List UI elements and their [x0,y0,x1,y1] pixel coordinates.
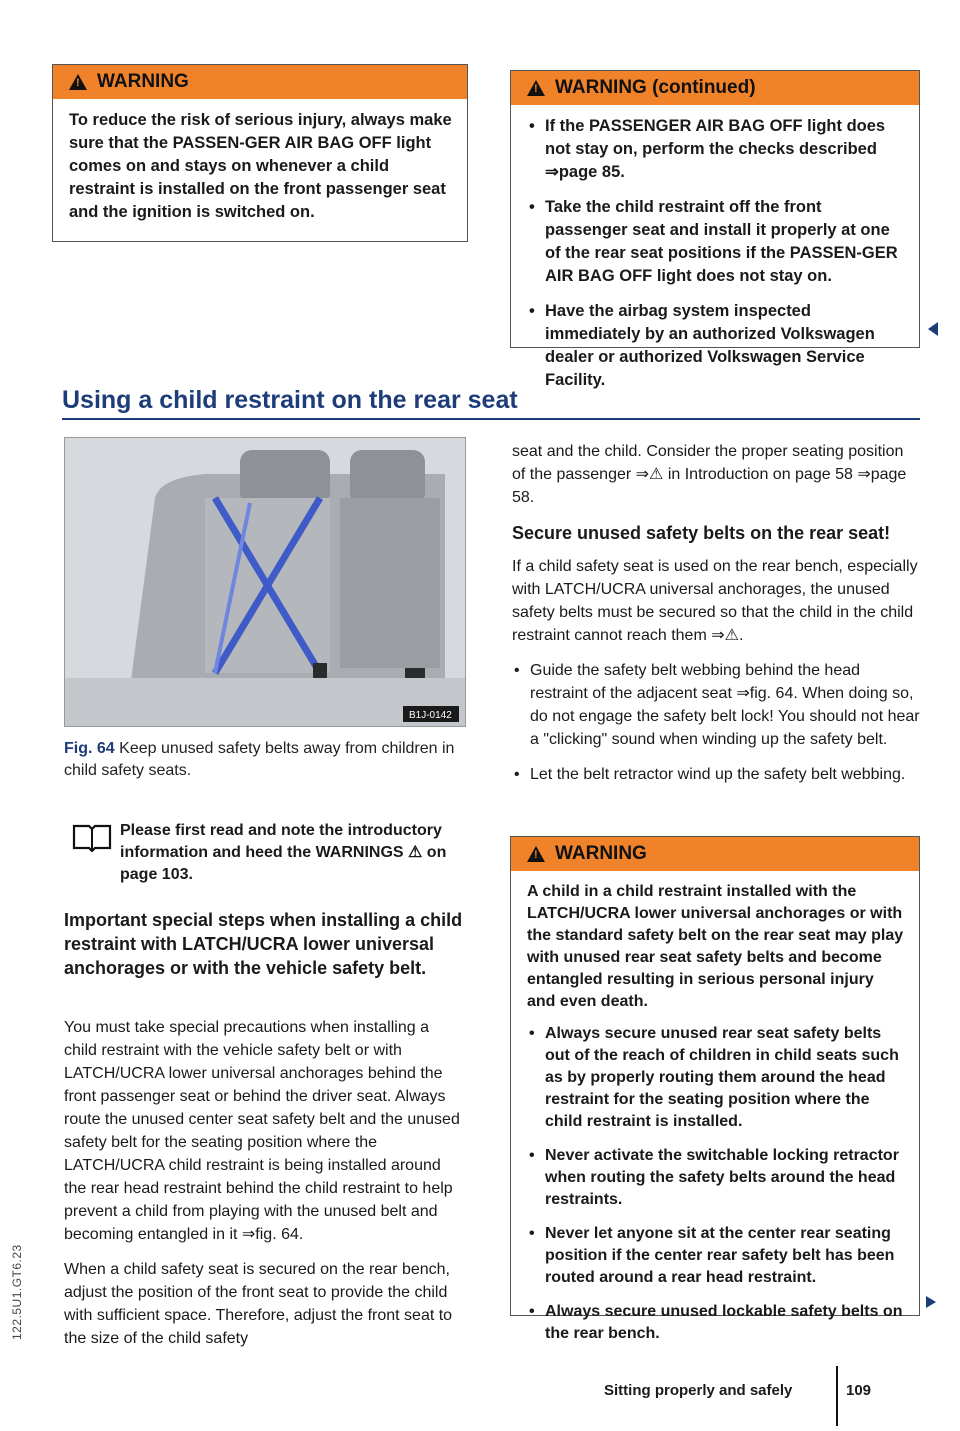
figure-caption [64,738,464,782]
page-number: 109 [846,1382,872,1399]
footer-label: Sitting properly and safely [604,1382,793,1399]
section-title: Using a child restraint on the rear seat [62,386,518,414]
warning-bullet: • Have the airbag system inspected immediately by an authorized Volkswagen dealer or authorized Volkswagen Service Facility. [527,300,905,392]
warning-header-continued [511,71,919,105]
paragraph: seat and the child. Consider the proper seating position of the passenger ⇒⚠ in Introduction on page 58 ⇒page 58. [512,443,907,506]
footer-divider [836,1366,838,1426]
warning-bullet: • Never activate the switchable locking retractor when routing the safety belts around the head restraints. [527,1145,905,1211]
warning-body [511,105,919,392]
warning-header [53,65,467,99]
warning-text: A child in a child restraint installed with the LATCH/UCRA lower universal anchorages or with the standard safety belt on the rear seat may play with unused rear seat safety belts and become entangled resulting in serious personal injury and even death. [527,883,904,1010]
warning-title: WARNING (continued) [555,77,756,98]
warning-header [511,837,919,871]
figure-caption-text: Keep unused safety belts away from children in child safety seats. [64,740,455,779]
warning-bullet: • Always secure unused rear seat safety belts out of the reach of children in child seats such as by properly routing them around the head restraint for the seating position where the child restraint is installed. [527,1023,905,1133]
warning-triangle-icon [69,74,87,90]
warning-box-bottom [510,836,920,1342]
warning-title: WARNING [555,843,647,864]
side-code: 122.5U1.GT6.23 [10,1244,24,1340]
figure-label: Fig. 64 [64,740,115,757]
rear-seat-illustration [65,438,465,726]
subheading-secure-belts: Secure unused safety belts on the rear seat! [512,523,891,543]
warning-box-right [510,70,920,389]
paragraph: You must take special precautions when installing a child restraint with the vehicle safety belt or with LATCH/UCRA lower universal anchorages behind the front passenger seat or behind the driver seat. Always route the unused center seat safety belt and the unused safety belt for the seating position where the LATCH/UCRA child restraint is being installed around the rear head restraint behind the child restraint to help prevent a child from playing with the unused belt and becoming entangled in it ⇒fig. 64. [64,1019,460,1243]
warning-body [53,99,467,224]
warning-triangle-icon [527,80,545,96]
bullet-item: • Let the belt retractor wind up the safety belt webbing. [512,763,920,786]
figure-image [64,437,466,727]
warning-box-left [52,64,468,242]
warning-body [511,871,919,1345]
warning-title: WARNING [97,71,189,92]
intro-note: Please first read and note the introductory information and heed the WARNINGS ⚠ on page 103. [120,822,447,883]
right-column-text [512,440,920,798]
section-rule [62,418,920,420]
warning-bullet: • If the PASSENGER AIR BAG OFF light does not stay on, perform the checks described ⇒page 85. [527,115,905,184]
book-icon [71,822,113,852]
continued-arrow-icon [926,1296,936,1308]
section-end-icon [928,322,938,336]
warning-text: To reduce the risk of serious injury, always make sure that the PASSEN-GER AIR BAG OFF light comes on and stays on whenever a child restraint is installed on the front passenger seat and the ignition is switched on. [69,111,452,221]
warning-bullet: • Always secure unused lockable safety belts on the rear bench. [527,1301,905,1345]
subheading-latch: Important special steps when installing a child restraint with LATCH/UCRA lower universal anchorages or with the vehicle safety belt. [64,910,463,978]
warning-bullet: • Never let anyone sit at the center rear seating position if the center rear safety belt has been routed around a rear head restraint. [527,1223,905,1289]
bullet-item: • Guide the safety belt webbing behind the head restraint of the adjacent seat ⇒fig. 64. When doing so, do not engage the safety belt lock! You should not hear a "clicking" sound when winding up the safety belt. [512,659,920,751]
paragraph: If a child safety seat is used on the rear bench, especially with LATCH/UCRA universal anchorages, the unused safety belts must be secured so that the child in the child restraint cannot reach them ⇒⚠. [512,558,918,644]
left-column-text [64,1016,464,1362]
warning-triangle-icon [527,846,545,862]
paragraph: When a child safety seat is secured on the rear bench, adjust the position of the front seat to provide the child with sufficient space. Therefore, adjust the front seat to the size of the child safety [64,1261,453,1347]
figure-code: B1J-0142 [409,710,452,721]
warning-bullet: • Take the child restraint off the front passenger seat and install it properly at one of the rear seat positions if the PASSEN-GER AIR BAG OFF light does not stay on. [527,196,905,288]
